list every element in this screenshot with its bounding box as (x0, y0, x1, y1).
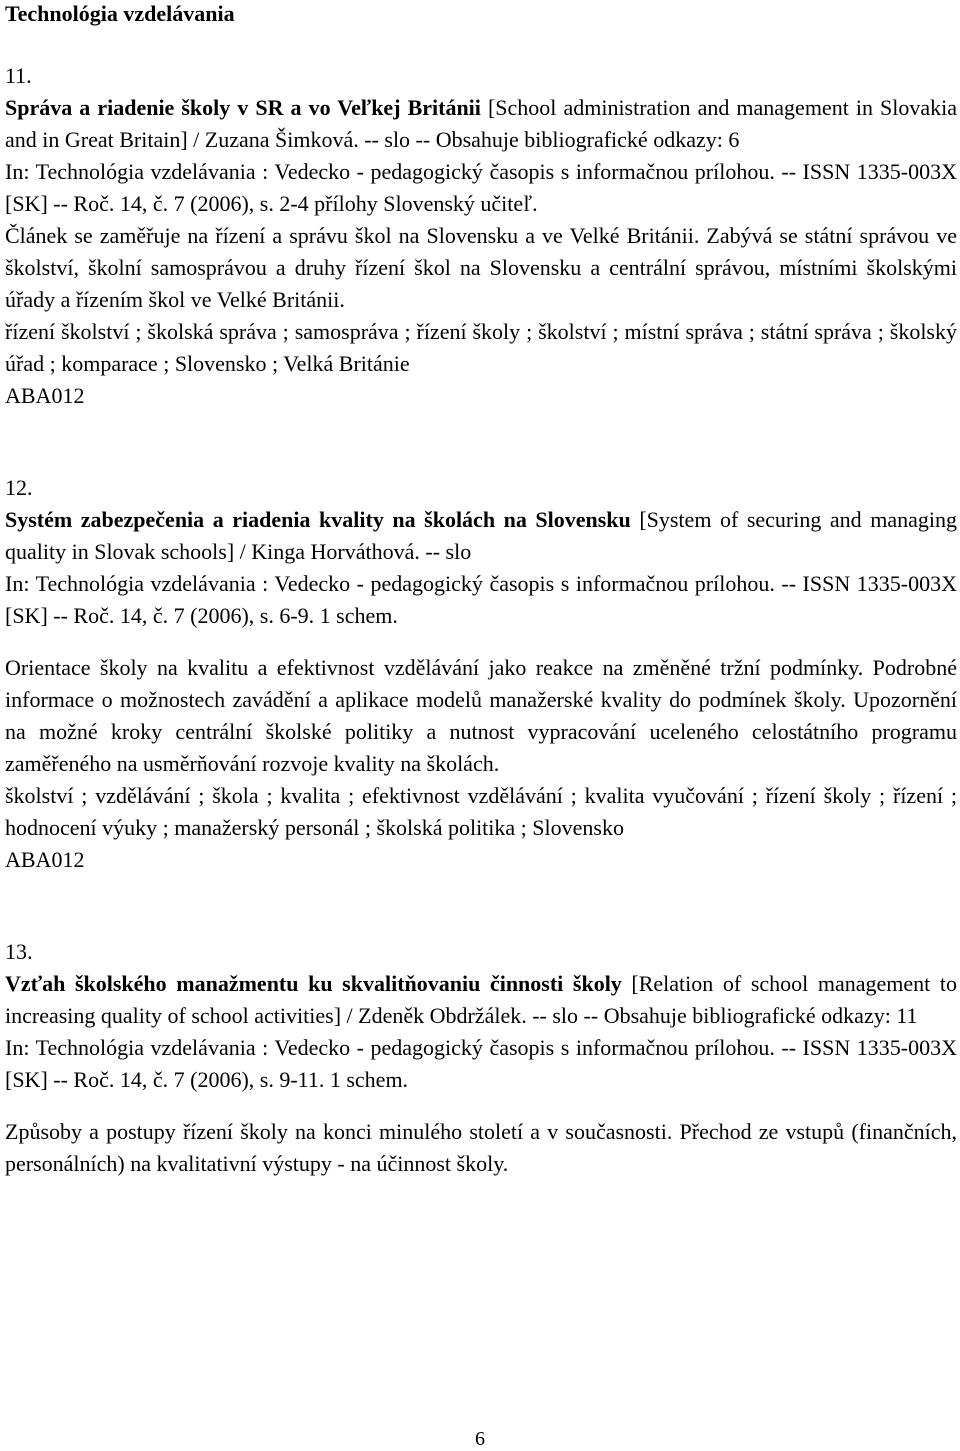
entry-title-details: [School administration and management in Slovakia and in Great Britain] / Zuzana Šimková. -- slo -- Obsahuje bibliografické odkazy: 6 (5, 95, 958, 152)
entry-abstract: Orientace školy na kvalitu a efektivnost vzdělávání jako reakce na změněné tržní podmínky. Podrobné informace o možnostech zavádění a aplikace modelů manažerské kvality do podmínek školy. Upozornění na možné kroky centrální školské politiky a nutnost vypracování uceleného celostátního programu zaměřeného na usměrňování rozvoje kvality na školách. (5, 655, 957, 776)
entry-title-details: [System of securing and managing quality in Slovak schools] / Kinga Horváthová. -- slo (5, 507, 957, 564)
entry-number: 11. (5, 63, 32, 88)
journal-heading: Technológia vzdelávania (5, 1, 235, 26)
entry-citation (5, 92, 957, 156)
entry-number: 13. (5, 939, 33, 964)
entry-source: In: Technológia vzdelávania : Vedecko - pedagogický časopis s informačnou prílohou. -- ISSN 1335-003X [SK] -- Roč. 14, č. 7 (2006), s. 9-11. 1 schem. (5, 1035, 957, 1092)
entry-title-details: [Relation of school management to increasing quality of school activities] / Zdeněk Obdržálek. -- slo -- Obsahuje bibliografické odkazy: 11 (5, 971, 957, 1028)
bibliography-entry (5, 938, 957, 1180)
entry-keywords: školství ; vzdělávání ; škola ; kvalita ; efektivnost vzdělávání ; kvalita vyučování ; řízení školy ; řízení ; hodnocení výuky ; manažerský personál ; školská politika ; Slovensko (5, 783, 957, 840)
entry-abstract: Článek se zaměřuje na řízení a správu škol na Slovensku a ve Velké Británii. Zabývá se státní správou ve školství, školní samosprávou a druhy řízení škol na Slovensku a centrální správou, místními školskými úřady a řízením škol ve Velké Británii. (5, 223, 957, 312)
entry-abstract: Způsoby a postupy řízení školy na konci minulého století a v současnosti. Přechod ze vstupů (finančních, personálních) na kvalitativní výstupy - na účinnost školy. (5, 1119, 957, 1176)
entry-number: 12. (5, 475, 33, 500)
entry-citation (5, 504, 957, 568)
bibliography-entry (5, 474, 957, 876)
entry-source: In: Technológia vzdelávania : Vedecko - pedagogický časopis s informačnou prílohou. -- ISSN 1335-003X [SK] -- Roč. 14, č. 7 (2006), s. 6-9. 1 schem. (5, 571, 957, 628)
entry-code: ABA012 (5, 383, 85, 408)
entry-source: In: Technológia vzdelávania : Vedecko - pedagogický časopis s informačnou prílohou. -- ISSN 1335-003X [SK] -- Roč. 14, č. 7 (2006), s. 2-4 přílohy Slovenský učiteľ. (5, 159, 957, 216)
entry-code: ABA012 (5, 847, 85, 872)
page-number: 6 (475, 1428, 485, 1450)
document-page (5, 0, 957, 1180)
bibliography-entry (5, 62, 957, 412)
entry-title: Vzťah školského manažmentu ku skvalitňovaniu činnosti školy (5, 971, 622, 996)
entry-citation (5, 968, 957, 1032)
entry-title: Systém zabezpečenia a riadenia kvality na školách na Slovensku (5, 507, 631, 532)
entry-title: Správa a riadenie školy v SR a vo Veľkej Británii (5, 95, 481, 120)
entry-keywords: řízení školství ; školská správa ; samospráva ; řízení školy ; školství ; místní správa ; státní správa ; školský úřad ; komparace ; Slovensko ; Velká Británie (5, 319, 957, 376)
